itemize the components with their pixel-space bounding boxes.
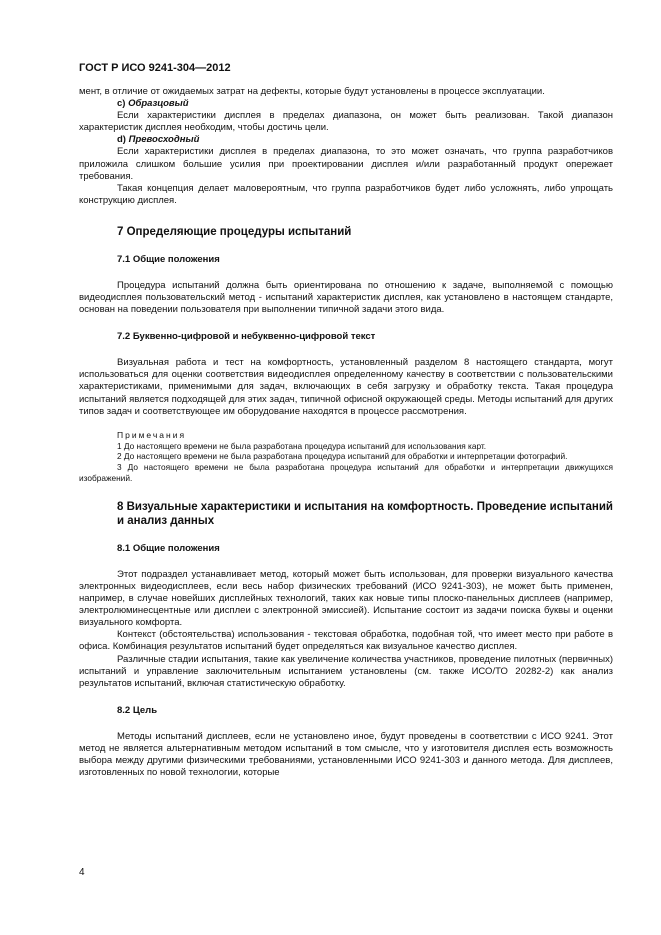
- section-8-2-title: 8.2 Цель: [117, 704, 158, 716]
- item-d-heading: [117, 134, 613, 146]
- spacer: [79, 717, 613, 731]
- section-7-title: 7 Определяющие процедуры испытаний: [117, 225, 352, 238]
- section-8-title: 8 Визуальные характеристики и испытания на комфортность. Проведение испытаний и анализ данных: [117, 500, 613, 527]
- text-column: [79, 86, 613, 779]
- note-1: 1 До настоящего времени не была разработана процедура испытаний для использования карт.: [117, 440, 487, 451]
- item-c-letter: c): [117, 98, 126, 110]
- note-2: 2 До настоящего времени не была разработана процедура испытаний для обработки и интерпретации фотографий.: [117, 451, 568, 462]
- spacer: [79, 343, 613, 357]
- item-d-title: Превосходный: [128, 134, 200, 146]
- notes-title: Примечания: [117, 429, 187, 440]
- spacer: [79, 266, 613, 280]
- paragraph-concept: Такая концепция делает маловероятным, что группа разработчиков будет либо усложнять, либо упрощать конструкцию дисплея.: [79, 182, 613, 206]
- section-7-1-text: Процедура испытаний должна быть ориентирована по отношению к задаче, выполняемой с помощью видеодисплея пользовательский метод - испытаний характеристик дисплея, как установлено в настоящем стандарте, основан на поведении пользователя при выполнении типичной задачи этого вида.: [79, 279, 613, 316]
- page-number: 4: [79, 867, 85, 878]
- document-code-header: ГОСТ Р ИСО 9241-304—2012: [79, 62, 231, 74]
- paragraph-intro: мент, в отличие от ожидаемых затрат на дефекты, которые будут установлены в процессе эксплуатации.: [79, 86, 545, 97]
- section-8-1-paragraph-3: Различные стадии испытания, такие как увеличение количества участников, проведение пилотных (первичных) испытаний и управление заключительным испытанием установлены (см. также ИСО/ТО 20282-2) как анализ результатов испытаний, включая статистическую обработку.: [79, 653, 613, 689]
- section-7-2-title: 7.2 Буквенно-цифровой и небуквенно-цифровой текст: [117, 331, 376, 343]
- spacer: [79, 555, 613, 569]
- section-8-1-paragraph-1: Этот подраздел устанавливает метод, который может быть использован, для проверки визуального качества электронных видеодисплеев, если весь набор физических требований (ИСО 9241-303), не может быть применен, например, в случае новейших дисплейных технологий, таких как новые типы плоско-панельных дисплеев (например, электролюминесцентные или дисплеи с электронной эмиссией). Испытание состоит из задачи поиска буквы и оценки визуального комфорта.: [79, 568, 613, 629]
- section-7-1-title: 7.1 Общие положения: [117, 253, 220, 265]
- item-c-title: Образцовый: [128, 98, 189, 110]
- section-8-1-title: 8.1 Общие положения: [117, 542, 220, 554]
- item-c-heading: [117, 98, 613, 110]
- section-7-2-text: Визуальная работа и тест на комфортность, установленный разделом 8 настоящего стандарта, могут использоваться для оценки соответствия видеодисплея определенному качеству в соответствии с пользовательскими характеристиками, применимыми для задач, включающих в себя загрузку и обработку текста. Такая процедура испытаний является подходящей для этих задач, типичной офисной окружающей среды. Методы испытаний для других типов задач и соответствующее им оборудование находятся в процессе рассмотрения.: [79, 357, 613, 417]
- item-d-letter: d): [117, 134, 126, 146]
- section-8-1-paragraph-2: Контекст (обстоятельства) использования - текстовая обработка, подобная той, что имеет место при работе в офиса. Комбинация результатов испытаний будет определяться как визуальное качество дисплея.: [79, 629, 613, 653]
- item-c-text: Если характеристики дисплея в пределах диапазона, он может быть реализован. Такой диапазон характеристик дисплея необходим, чтобы достичь цели.: [79, 110, 613, 134]
- item-d-text: Если характеристики дисплея в пределах диапазона, то это может означать, что группа разработчиков приложила слишком большие усилия при проектировании дисплея и/или разработанный продукт опережает требования.: [79, 146, 613, 182]
- note-3: 3 До настоящего времени не была разработана процедура испытаний для обработки и интерпретации движущихся изображений.: [79, 462, 613, 484]
- section-8-2-text: Методы испытаний дисплеев, если не установлено иное, будут проведены в соответствии с ИСО 9241. Этот метод не является альтернативным методом испытаний в том смысле, что у изготовителя дисплея есть возможность выбора между другими физическими требованиями, установленными ИСО 9241-303 и данного метода. Для дисплеев, изготовленных по новой технологии, которые: [79, 730, 613, 779]
